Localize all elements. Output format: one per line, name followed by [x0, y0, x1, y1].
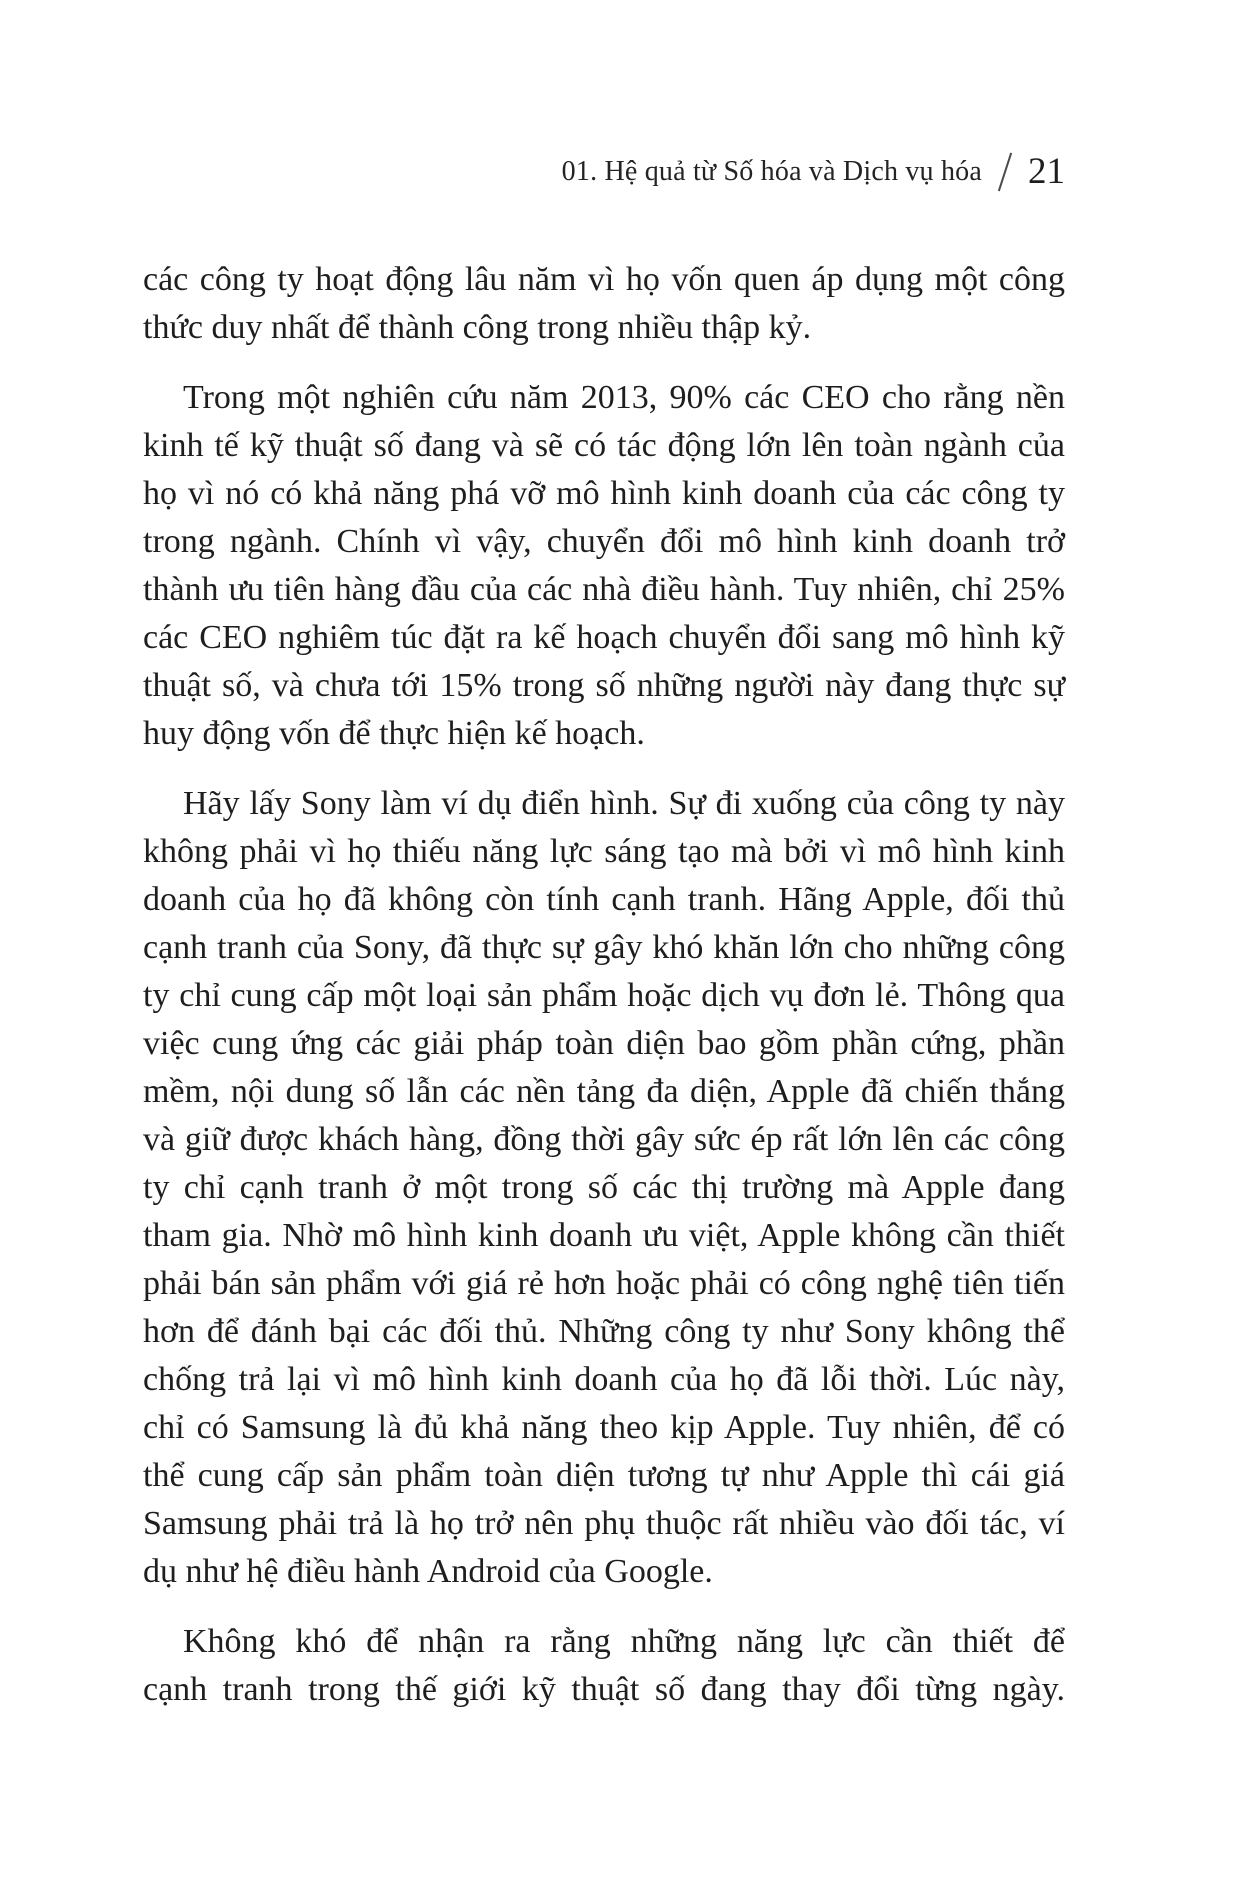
text-line: thức duy nhất để thành công trong nhiều thập kỷ.	[143, 309, 812, 346]
text-line: thể cung cấp sản phẩm toàn diện tương tự như Apple thì cái giá	[143, 1457, 1065, 1494]
text-line: Trong một nghiên cứu năm 2013, 90% các CEO cho rằng nền	[183, 379, 1065, 416]
chapter-title: 01. Hệ quả từ Số hóa và Dịch vụ hóa	[561, 156, 982, 187]
slash-divider-icon	[998, 153, 1012, 192]
text-line: ty chỉ cạnh tranh ở một trong số các thị trường mà Apple đang	[143, 1169, 1065, 1206]
text-line: mềm, nội dung số lẫn các nền tảng đa diện, Apple đã chiến thắng	[143, 1073, 1065, 1110]
page-number: 21	[1028, 151, 1065, 192]
text-line: trong ngành. Chính vì vậy, chuyển đổi mô hình kinh doanh trở	[143, 523, 1065, 560]
text-line: các CEO nghiêm túc đặt ra kế hoạch chuyển đổi sang mô hình kỹ	[143, 619, 1065, 656]
paragraph	[143, 374, 1065, 758]
text-line: ty chỉ cung cấp một loại sản phẩm hoặc dịch vụ đơn lẻ. Thông qua	[143, 977, 1065, 1014]
text-line: tham gia. Nhờ mô hình kinh doanh ưu việt, Apple không cần thiết	[143, 1217, 1065, 1254]
text-line: và giữ được khách hàng, đồng thời gây sức ép rất lớn lên các công	[143, 1121, 1065, 1158]
text-line: huy động vốn để thực hiện kế hoạch.	[143, 715, 645, 752]
text-line: dụ như hệ điều hành Android của Google.	[143, 1553, 713, 1590]
text-line: kinh tế kỹ thuật số đang và sẽ có tác động lớn lên toàn ngành của	[143, 427, 1065, 464]
text-line: thuật số, và chưa tới 15% trong số những người này đang thực sự	[143, 667, 1065, 704]
text-line: Samsung phải trả là họ trở nên phụ thuộc rất nhiều vào đối tác, ví	[143, 1505, 1065, 1542]
text-line: không phải vì họ thiếu năng lực sáng tạo mà bởi vì mô hình kinh	[143, 833, 1065, 870]
text-line: họ vì nó có khả năng phá vỡ mô hình kinh doanh của các công ty	[143, 475, 1065, 512]
text-line: doanh của họ đã không còn tính cạnh tranh. Hãng Apple, đối thủ	[143, 881, 1065, 918]
text-line: việc cung ứng các giải pháp toàn diện bao gồm phần cứng, phần	[143, 1025, 1065, 1062]
text-line: thành ưu tiên hàng đầu của các nhà điều hành. Tuy nhiên, chỉ 25%	[143, 571, 1065, 608]
text-line: Hãy lấy Sony làm ví dụ điển hình. Sự đi xuống của công ty này	[183, 785, 1065, 822]
text-line: chỉ có Samsung là đủ khả năng theo kịp Apple. Tuy nhiên, để có	[143, 1409, 1065, 1446]
body-text	[143, 256, 1065, 1714]
text-line: hơn để đánh bại các đối thủ. Những công ty như Sony không thể	[143, 1313, 1065, 1350]
paragraph	[143, 256, 1065, 352]
text-line: cạnh tranh của Sony, đã thực sự gây khó khăn lớn cho những công	[143, 929, 1065, 966]
paragraph	[143, 780, 1065, 1596]
text-line: các công ty hoạt động lâu năm vì họ vốn quen áp dụng một công	[143, 261, 1065, 298]
running-header	[562, 152, 1065, 192]
text-line: chống trả lại vì mô hình kinh doanh của họ đã lỗi thời. Lúc này,	[143, 1361, 1065, 1398]
text-line: phải bán sản phẩm với giá rẻ hơn hoặc phải có công nghệ tiên tiến	[143, 1265, 1065, 1302]
paragraph	[143, 1618, 1065, 1714]
text-line: cạnh tranh trong thế giới kỹ thuật số đang thay đổi từng ngày.	[143, 1671, 1065, 1708]
text-line: Không khó để nhận ra rằng những năng lực cần thiết để	[183, 1623, 1065, 1660]
